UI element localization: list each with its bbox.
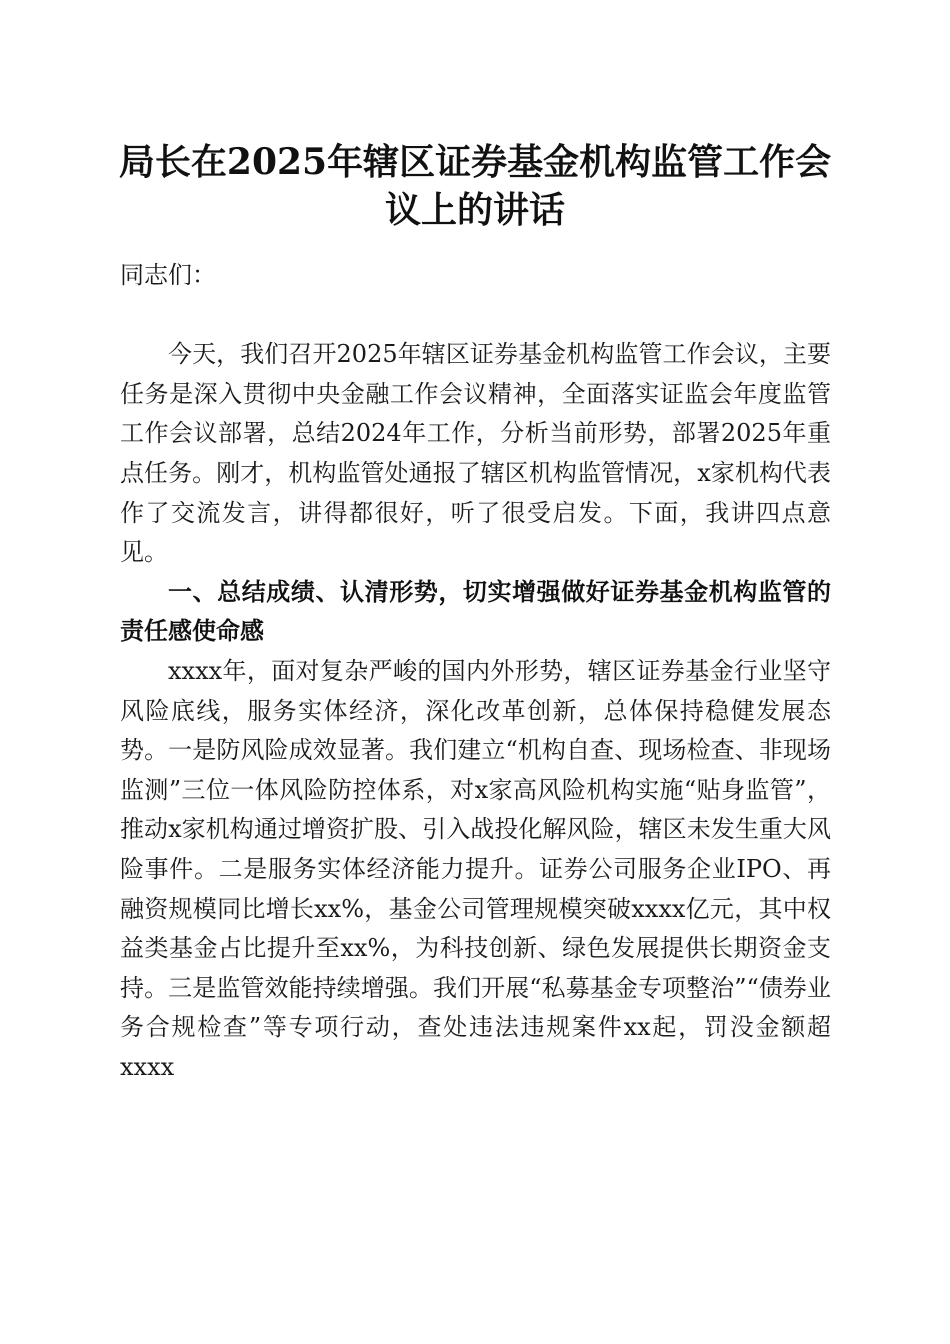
title-line-1: 局长在2025年辖区证券基金机构监管工作会 [118, 141, 832, 183]
document-title [100, 138, 850, 234]
intro-paragraph: 今天，我们召开2025年辖区证券基金机构监管工作会议，主要任务是深入贯彻中央金融工作会议精神，全面落实证监会年度监管工作会议部署，总结2024年工作，分析当前形势，部署2025年重点任务。刚才，机构监管处通报了辖区机构监管情况，x家机构代表作了交流发言，讲得都很好，听了很受启发。下面，我讲四点意见。 [120, 340, 831, 567]
section-1-heading: 一、总结成绩、认清形势，切实增强做好证券基金机构监管的责任感使命感 [120, 577, 831, 646]
document-body [120, 256, 831, 1087]
salutation: 同志们： [120, 261, 216, 289]
section-1-paragraph: xxxx年，面对复杂严峻的国内外形势，辖区证券基金行业坚守风险底线，服务实体经济，深化改革创新，总体保持稳健发展态势。一是防风险成效显著。我们建立“机构自查、现场检查、非现场监测”三位一体风险防控体系，对x家高风险机构实施“贴身监管”，推动x家机构通过增资扩股、引入战投化解风险，辖区未发生重大风险事件。二是服务实体经济能力提升。证券公司服务企业IPO、再融资规模同比增长xx%，基金公司管理规模突破xxxx亿元，其中权益类基金占比提升至xx%，为科技创新、绿色发展提供长期资金支持。三是监管效能持续增强。我们开展“私募基金专项整治”“债券业务合规检查”等专项行动，查处违法违规案件xx起，罚没金额超xxxx [120, 656, 831, 1081]
title-line-2: 议上的讲话 [384, 189, 565, 231]
